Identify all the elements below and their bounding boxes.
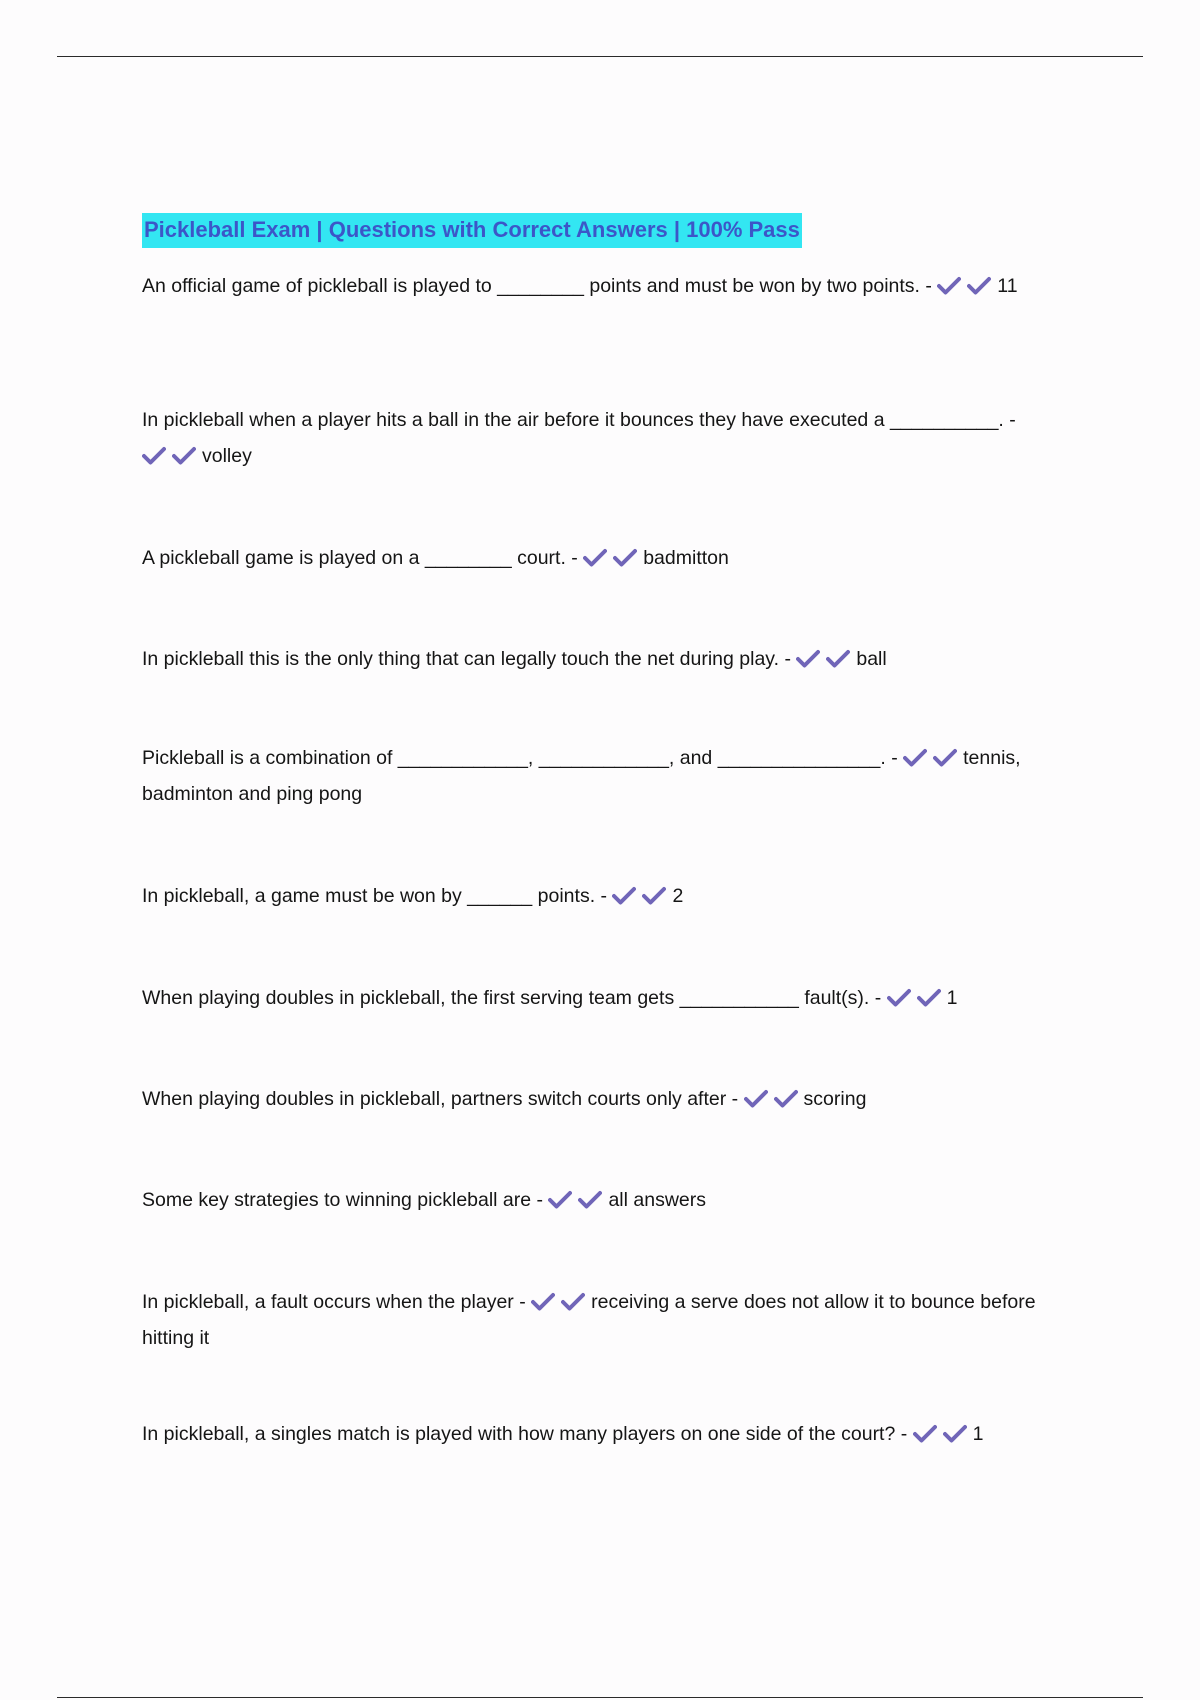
qa-item-10 — [142, 1284, 1042, 1356]
top-rule — [57, 56, 1143, 57]
check-mark-icon — [967, 276, 991, 296]
check-mark-icon — [826, 649, 850, 669]
check-mark-icon — [548, 1190, 572, 1210]
answer-text: 11 — [997, 275, 1018, 297]
qa-item-2 — [142, 402, 1042, 474]
question-text: In pickleball this is the only thing that can legally touch the net during play. - — [142, 648, 791, 670]
check-mark-icon — [612, 886, 636, 906]
question-text: Some key strategies to winning pickleball are - — [142, 1189, 544, 1211]
qa-item-5 — [142, 740, 1042, 812]
answer-text: volley — [202, 445, 252, 467]
check-mark-icon — [917, 988, 941, 1008]
answer-text: scoring — [803, 1088, 867, 1110]
qa-item-4 — [142, 641, 1042, 677]
question-text: When playing doubles in pickleball, the first serving team gets ___________ fault(s). - — [142, 987, 882, 1009]
check-mark-icon — [744, 1089, 768, 1109]
check-mark-icon — [887, 988, 911, 1008]
check-mark-icon — [913, 1424, 937, 1444]
check-mark-icon — [583, 548, 607, 568]
answer-text: ball — [856, 648, 887, 670]
check-mark-icon — [796, 649, 820, 669]
question-text: Pickleball is a combination of ____________, ____________, and _______________. - — [142, 747, 898, 769]
check-mark-icon — [774, 1089, 798, 1109]
question-text: In pickleball, a singles match is played with how many players on one side of the court? - — [142, 1423, 908, 1445]
qa-item-8 — [142, 1081, 1042, 1117]
check-mark-icon — [903, 748, 927, 768]
question-text: When playing doubles in pickleball, partners switch courts only after - — [142, 1088, 739, 1110]
check-mark-icon — [943, 1424, 967, 1444]
answer-text: receiving a serve does not allow it to bounce before hitting it — [142, 1291, 1036, 1349]
question-text: An official game of pickleball is played to ________ points and must be won by two points. - — [142, 275, 932, 297]
document-title: Pickleball Exam | Questions with Correct Answers | 100% Pass — [142, 213, 802, 248]
check-mark-icon — [172, 446, 196, 466]
answer-text: 2 — [672, 885, 684, 907]
qa-item-3 — [142, 540, 1042, 576]
answer-text: 1 — [946, 987, 958, 1009]
check-mark-icon — [613, 548, 637, 568]
qa-item-6 — [142, 878, 1042, 914]
question-text: In pickleball when a player hits a ball in the air before it bounces they have executed a __________. - — [142, 409, 1016, 431]
check-mark-icon — [933, 748, 957, 768]
bottom-rule — [57, 1697, 1143, 1698]
answer-text: tennis, badminton and ping pong — [142, 747, 1021, 805]
qa-item-1 — [142, 268, 1042, 304]
question-text: A pickleball game is played on a ________ court. - — [142, 547, 578, 569]
qa-item-11 — [142, 1416, 1042, 1452]
check-mark-icon — [937, 276, 961, 296]
qa-item-7 — [142, 980, 1042, 1016]
question-text: In pickleball, a game must be won by ______ points. - — [142, 885, 608, 907]
answer-text: all answers — [608, 1189, 706, 1211]
check-mark-icon — [531, 1292, 555, 1312]
check-mark-icon — [642, 886, 666, 906]
answer-text: badmitton — [643, 547, 729, 569]
check-mark-icon — [561, 1292, 585, 1312]
question-text: In pickleball, a fault occurs when the player - — [142, 1291, 526, 1313]
answer-text: 1 — [972, 1423, 984, 1445]
check-mark-icon — [578, 1190, 602, 1210]
qa-item-9 — [142, 1182, 1042, 1218]
check-mark-icon — [142, 446, 166, 466]
